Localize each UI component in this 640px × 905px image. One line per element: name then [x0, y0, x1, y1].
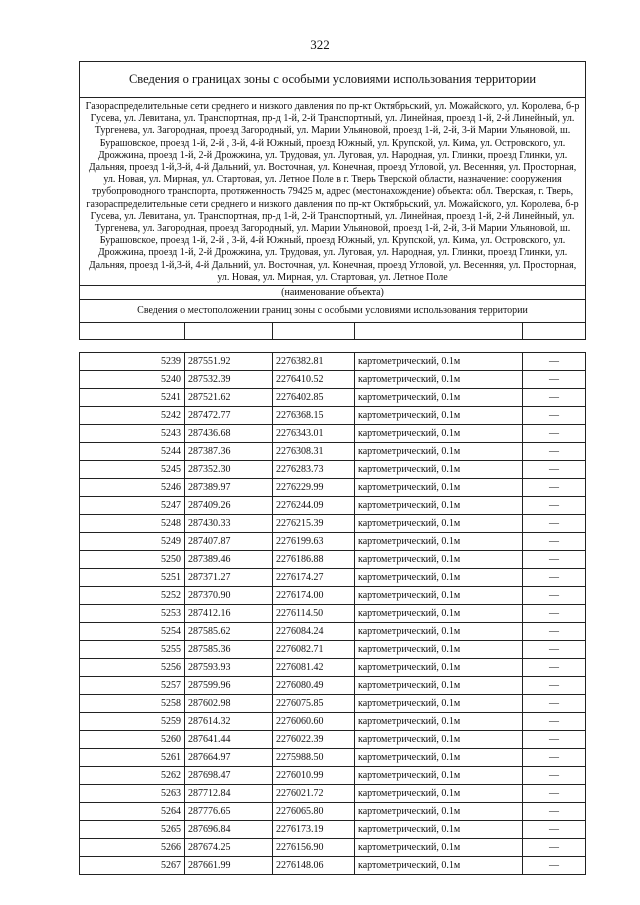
x-coordinate-cell: 287551.92 [185, 353, 273, 371]
method-cell: картометрический, 0.1м [355, 713, 523, 731]
gap-row [80, 340, 586, 353]
x-coordinate-cell: 287698.47 [185, 767, 273, 785]
y-coordinate-cell: 2276173.19 [273, 821, 355, 839]
y-coordinate-cell: 2276199.63 [273, 533, 355, 551]
method-cell: картометрический, 0.1м [355, 533, 523, 551]
table-row [80, 695, 586, 713]
table-row [80, 389, 586, 407]
x-coordinate-cell: 287614.32 [185, 713, 273, 731]
x-coordinate-cell: 287436.68 [185, 425, 273, 443]
x-coordinate-cell: 287387.36 [185, 443, 273, 461]
y-coordinate-cell: 2276065.80 [273, 803, 355, 821]
x-coordinate-cell: 287472.77 [185, 407, 273, 425]
blank-cell [523, 323, 586, 340]
page-number: 322 [310, 37, 330, 52]
description-cell: — [523, 443, 586, 461]
y-coordinate-cell: 2276081.42 [273, 659, 355, 677]
point-number-cell: 5239 [80, 353, 185, 371]
table-row [80, 587, 586, 605]
description-cell: — [523, 749, 586, 767]
x-coordinate-cell: 287412.16 [185, 605, 273, 623]
y-coordinate-cell: 2276343.01 [273, 425, 355, 443]
description-cell: — [523, 533, 586, 551]
point-number-cell: 5244 [80, 443, 185, 461]
point-number-cell: 5250 [80, 551, 185, 569]
blank-cell [273, 323, 355, 340]
x-coordinate-cell: 287430.33 [185, 515, 273, 533]
point-number-cell: 5242 [80, 407, 185, 425]
point-number-cell: 5265 [80, 821, 185, 839]
table-row [80, 821, 586, 839]
table-row [80, 785, 586, 803]
blank-cell [80, 323, 185, 340]
description-cell: — [523, 785, 586, 803]
method-cell: картометрический, 0.1м [355, 857, 523, 875]
table-row [80, 443, 586, 461]
table-row [80, 857, 586, 875]
x-coordinate-cell: 287409.26 [185, 497, 273, 515]
description-cell: — [523, 695, 586, 713]
y-coordinate-cell: 2276382.81 [273, 353, 355, 371]
coordinates-body [80, 353, 586, 875]
description-cell: — [523, 857, 586, 875]
location-caption: Сведения о местоположении границ зоны с особыми условиями использования территории [80, 300, 586, 323]
description-cell: — [523, 497, 586, 515]
table-row [80, 659, 586, 677]
x-coordinate-cell: 287585.36 [185, 641, 273, 659]
gap-cell [80, 340, 586, 353]
y-coordinate-cell: 2276215.39 [273, 515, 355, 533]
description-cell: — [523, 569, 586, 587]
method-cell: картометрический, 0.1м [355, 353, 523, 371]
x-coordinate-cell: 287712.84 [185, 785, 273, 803]
y-coordinate-cell: 2276186.88 [273, 551, 355, 569]
x-coordinate-cell: 287661.99 [185, 857, 273, 875]
point-number-cell: 5266 [80, 839, 185, 857]
y-coordinate-cell: 2276022.39 [273, 731, 355, 749]
point-number-cell: 5240 [80, 371, 185, 389]
description-cell: — [523, 839, 586, 857]
table-row [80, 479, 586, 497]
method-cell: картометрический, 0.1м [355, 515, 523, 533]
method-cell: картометрический, 0.1м [355, 767, 523, 785]
method-cell: картометрический, 0.1м [355, 785, 523, 803]
y-coordinate-cell: 2276174.27 [273, 569, 355, 587]
description-cell: — [523, 407, 586, 425]
y-coordinate-cell: 2276075.85 [273, 695, 355, 713]
table-row [80, 371, 586, 389]
point-number-cell: 5247 [80, 497, 185, 515]
y-coordinate-cell: 2276283.73 [273, 461, 355, 479]
x-coordinate-cell: 287593.93 [185, 659, 273, 677]
y-coordinate-cell: 2276148.06 [273, 857, 355, 875]
method-cell: картометрический, 0.1м [355, 677, 523, 695]
description-cell: — [523, 587, 586, 605]
method-cell: картометрический, 0.1м [355, 749, 523, 767]
y-coordinate-cell: 2276060.60 [273, 713, 355, 731]
x-coordinate-cell: 287352.30 [185, 461, 273, 479]
table-row [80, 497, 586, 515]
method-cell: картометрический, 0.1м [355, 623, 523, 641]
table-row [80, 623, 586, 641]
description-cell: — [523, 677, 586, 695]
method-cell: картометрический, 0.1м [355, 389, 523, 407]
point-number-cell: 5243 [80, 425, 185, 443]
description-cell: — [523, 713, 586, 731]
y-coordinate-cell: 2276021.72 [273, 785, 355, 803]
x-coordinate-cell: 287696.84 [185, 821, 273, 839]
table-row [80, 749, 586, 767]
description-cell: — [523, 479, 586, 497]
y-coordinate-cell: 2276402.85 [273, 389, 355, 407]
table-row [80, 839, 586, 857]
table-row [80, 533, 586, 551]
x-coordinate-cell: 287370.90 [185, 587, 273, 605]
point-number-cell: 5263 [80, 785, 185, 803]
method-cell: картометрический, 0.1м [355, 443, 523, 461]
x-coordinate-cell: 287521.62 [185, 389, 273, 407]
point-number-cell: 5254 [80, 623, 185, 641]
description-cell: — [523, 425, 586, 443]
table-row [80, 641, 586, 659]
point-number-cell: 5253 [80, 605, 185, 623]
point-number-cell: 5260 [80, 731, 185, 749]
x-coordinate-cell: 287371.27 [185, 569, 273, 587]
table-row [80, 515, 586, 533]
zone-boundary-table [79, 61, 586, 875]
y-coordinate-cell: 2276010.99 [273, 767, 355, 785]
y-coordinate-cell: 2276084.24 [273, 623, 355, 641]
x-coordinate-cell: 287641.44 [185, 731, 273, 749]
table-row [80, 605, 586, 623]
y-coordinate-cell: 2276114.50 [273, 605, 355, 623]
method-cell: картометрический, 0.1м [355, 569, 523, 587]
table-row [80, 767, 586, 785]
description-cell: — [523, 515, 586, 533]
method-cell: картометрический, 0.1м [355, 461, 523, 479]
table-row [80, 407, 586, 425]
point-number-cell: 5259 [80, 713, 185, 731]
method-cell: картометрический, 0.1м [355, 497, 523, 515]
y-coordinate-cell: 2276368.15 [273, 407, 355, 425]
description-cell: — [523, 551, 586, 569]
description-cell: — [523, 767, 586, 785]
x-coordinate-cell: 287532.39 [185, 371, 273, 389]
method-cell: картометрический, 0.1м [355, 641, 523, 659]
point-number-cell: 5258 [80, 695, 185, 713]
method-cell: картометрический, 0.1м [355, 371, 523, 389]
y-coordinate-cell: 2276410.52 [273, 371, 355, 389]
method-cell: картометрический, 0.1м [355, 479, 523, 497]
method-cell: картометрический, 0.1м [355, 605, 523, 623]
description-cell: — [523, 353, 586, 371]
method-cell: картометрический, 0.1м [355, 551, 523, 569]
point-number-cell: 5267 [80, 857, 185, 875]
method-cell: картометрический, 0.1м [355, 659, 523, 677]
document-title: Сведения о границах зоны с особыми условиями использования территории [80, 62, 586, 98]
description-cell: — [523, 371, 586, 389]
point-number-cell: 5261 [80, 749, 185, 767]
y-coordinate-cell: 2276174.00 [273, 587, 355, 605]
x-coordinate-cell: 287389.46 [185, 551, 273, 569]
description-cell: — [523, 389, 586, 407]
method-cell: картометрический, 0.1м [355, 731, 523, 749]
table-row [80, 569, 586, 587]
y-coordinate-cell: 2276082.71 [273, 641, 355, 659]
table-row [80, 713, 586, 731]
point-number-cell: 5245 [80, 461, 185, 479]
point-number-cell: 5262 [80, 767, 185, 785]
description-cell: — [523, 641, 586, 659]
table-row [80, 461, 586, 479]
description-cell: — [523, 605, 586, 623]
description-cell: — [523, 461, 586, 479]
method-cell: картометрический, 0.1м [355, 821, 523, 839]
method-cell: картометрический, 0.1м [355, 695, 523, 713]
point-number-cell: 5251 [80, 569, 185, 587]
point-number-cell: 5252 [80, 587, 185, 605]
table-row [80, 353, 586, 371]
point-number-cell: 5246 [80, 479, 185, 497]
method-cell: картометрический, 0.1м [355, 803, 523, 821]
table-row [80, 677, 586, 695]
description-cell: — [523, 803, 586, 821]
table-row [80, 425, 586, 443]
description-cell: — [523, 623, 586, 641]
y-coordinate-cell: 2276229.99 [273, 479, 355, 497]
point-number-cell: 5248 [80, 515, 185, 533]
table-row [80, 731, 586, 749]
object-name-caption: (наименование объекта) [80, 286, 586, 300]
table-row [80, 803, 586, 821]
description-cell: — [523, 659, 586, 677]
y-coordinate-cell: 2276244.09 [273, 497, 355, 515]
method-cell: картометрический, 0.1м [355, 839, 523, 857]
x-coordinate-cell: 287776.65 [185, 803, 273, 821]
description-cell: — [523, 821, 586, 839]
point-number-cell: 5257 [80, 677, 185, 695]
table-row [80, 551, 586, 569]
object-description: Газораспределительные сети среднего и низкого давления по пр-кт Октябрьский, ул. Можайского, ул. Королева, б-р Гусева, ул. Левитана, ул. Транспортная, пр-д 1-й, 2-й Транспортный, ул. Линейная, проезд 1-й, 2-й Линейный, ул. Тургенева, ул. Загородная, проезд Загородный, ул. Марии Ульяновой, проезд 1-й, 2-й, 3-й Марии Ульяновой, ш. Бурашовское, проезд 1-й, 2-й , 3-й, 4-й Южный, проезд Южный, ул. Крупской, ул. Кима, ул. Островского, ул. Дрожжина, проезд 1-й, 2-й Дрожжина, ул. Трудовая, ул. Луговая, ул. Народная, ул. Глинки, проезд Глинки, ул. Дальняя, проезд 1-й,3-й, 4-й Дальний, ул. Восточная, ул. Конечная, проезд Угловой, ул. Весенняя, ул. Просторная, ул. Новая, ул. Мирная, ул. Стартовая, ул. Летное Поле в г. Тверь Тверской области, назначение: сооружения трубопроводного транспорта, протяженность 79425 м, адрес (местонахождение) объекта: обл. Тверская, г. Тверь, газораспределительные сети среднего и низкого давления по пр-кт Октябрьский, ул. Можайского, ул. Королева, б-р Гусева, ул. Левитана, ул. Транспортная, пр-д 1-й, 2-й Транспортный, ул. Линейная, проезд 1-й, 2-й Линейный, ул. Тургенева, ул. Загородная, проезд Загородный, ул. Марии Ульяновой, проезд 1-й, 2-й, 3-й Марии Ульяновой, ш. Бурашовское, проезд 1-й, 2-й , 3-й, 4-й Южный, проезд Южный, ул. Крупской, ул. Кима, ул. Островского, ул. Дрожжина, проезд 1-й, 2-й Дрожжина, ул. Трудовая, ул. Луговая, ул. Народная, ул. Глинки, проезд Глинки, ул. Дальняя, проезд 1-й,3-й, 4-й Дальний, ул. Восточная, ул. Конечная, проезд Угловой, ул. Весенняя, ул. Просторная, ул. Новая, ул. Мирная, ул. Стартовая, ул. Летное Поле [80, 98, 586, 286]
blank-cell [355, 323, 523, 340]
point-number-cell: 5249 [80, 533, 185, 551]
blank-header-row [80, 323, 586, 340]
method-cell: картометрический, 0.1м [355, 425, 523, 443]
point-number-cell: 5256 [80, 659, 185, 677]
x-coordinate-cell: 287664.97 [185, 749, 273, 767]
y-coordinate-cell: 2276080.49 [273, 677, 355, 695]
point-number-cell: 5264 [80, 803, 185, 821]
description-cell: — [523, 731, 586, 749]
x-coordinate-cell: 287389.97 [185, 479, 273, 497]
x-coordinate-cell: 287674.25 [185, 839, 273, 857]
x-coordinate-cell: 287407.87 [185, 533, 273, 551]
method-cell: картометрический, 0.1м [355, 407, 523, 425]
method-cell: картометрический, 0.1м [355, 587, 523, 605]
y-coordinate-cell: 2275988.50 [273, 749, 355, 767]
y-coordinate-cell: 2276308.31 [273, 443, 355, 461]
x-coordinate-cell: 287585.62 [185, 623, 273, 641]
point-number-cell: 5255 [80, 641, 185, 659]
x-coordinate-cell: 287602.98 [185, 695, 273, 713]
blank-cell [185, 323, 273, 340]
x-coordinate-cell: 287599.96 [185, 677, 273, 695]
y-coordinate-cell: 2276156.90 [273, 839, 355, 857]
point-number-cell: 5241 [80, 389, 185, 407]
